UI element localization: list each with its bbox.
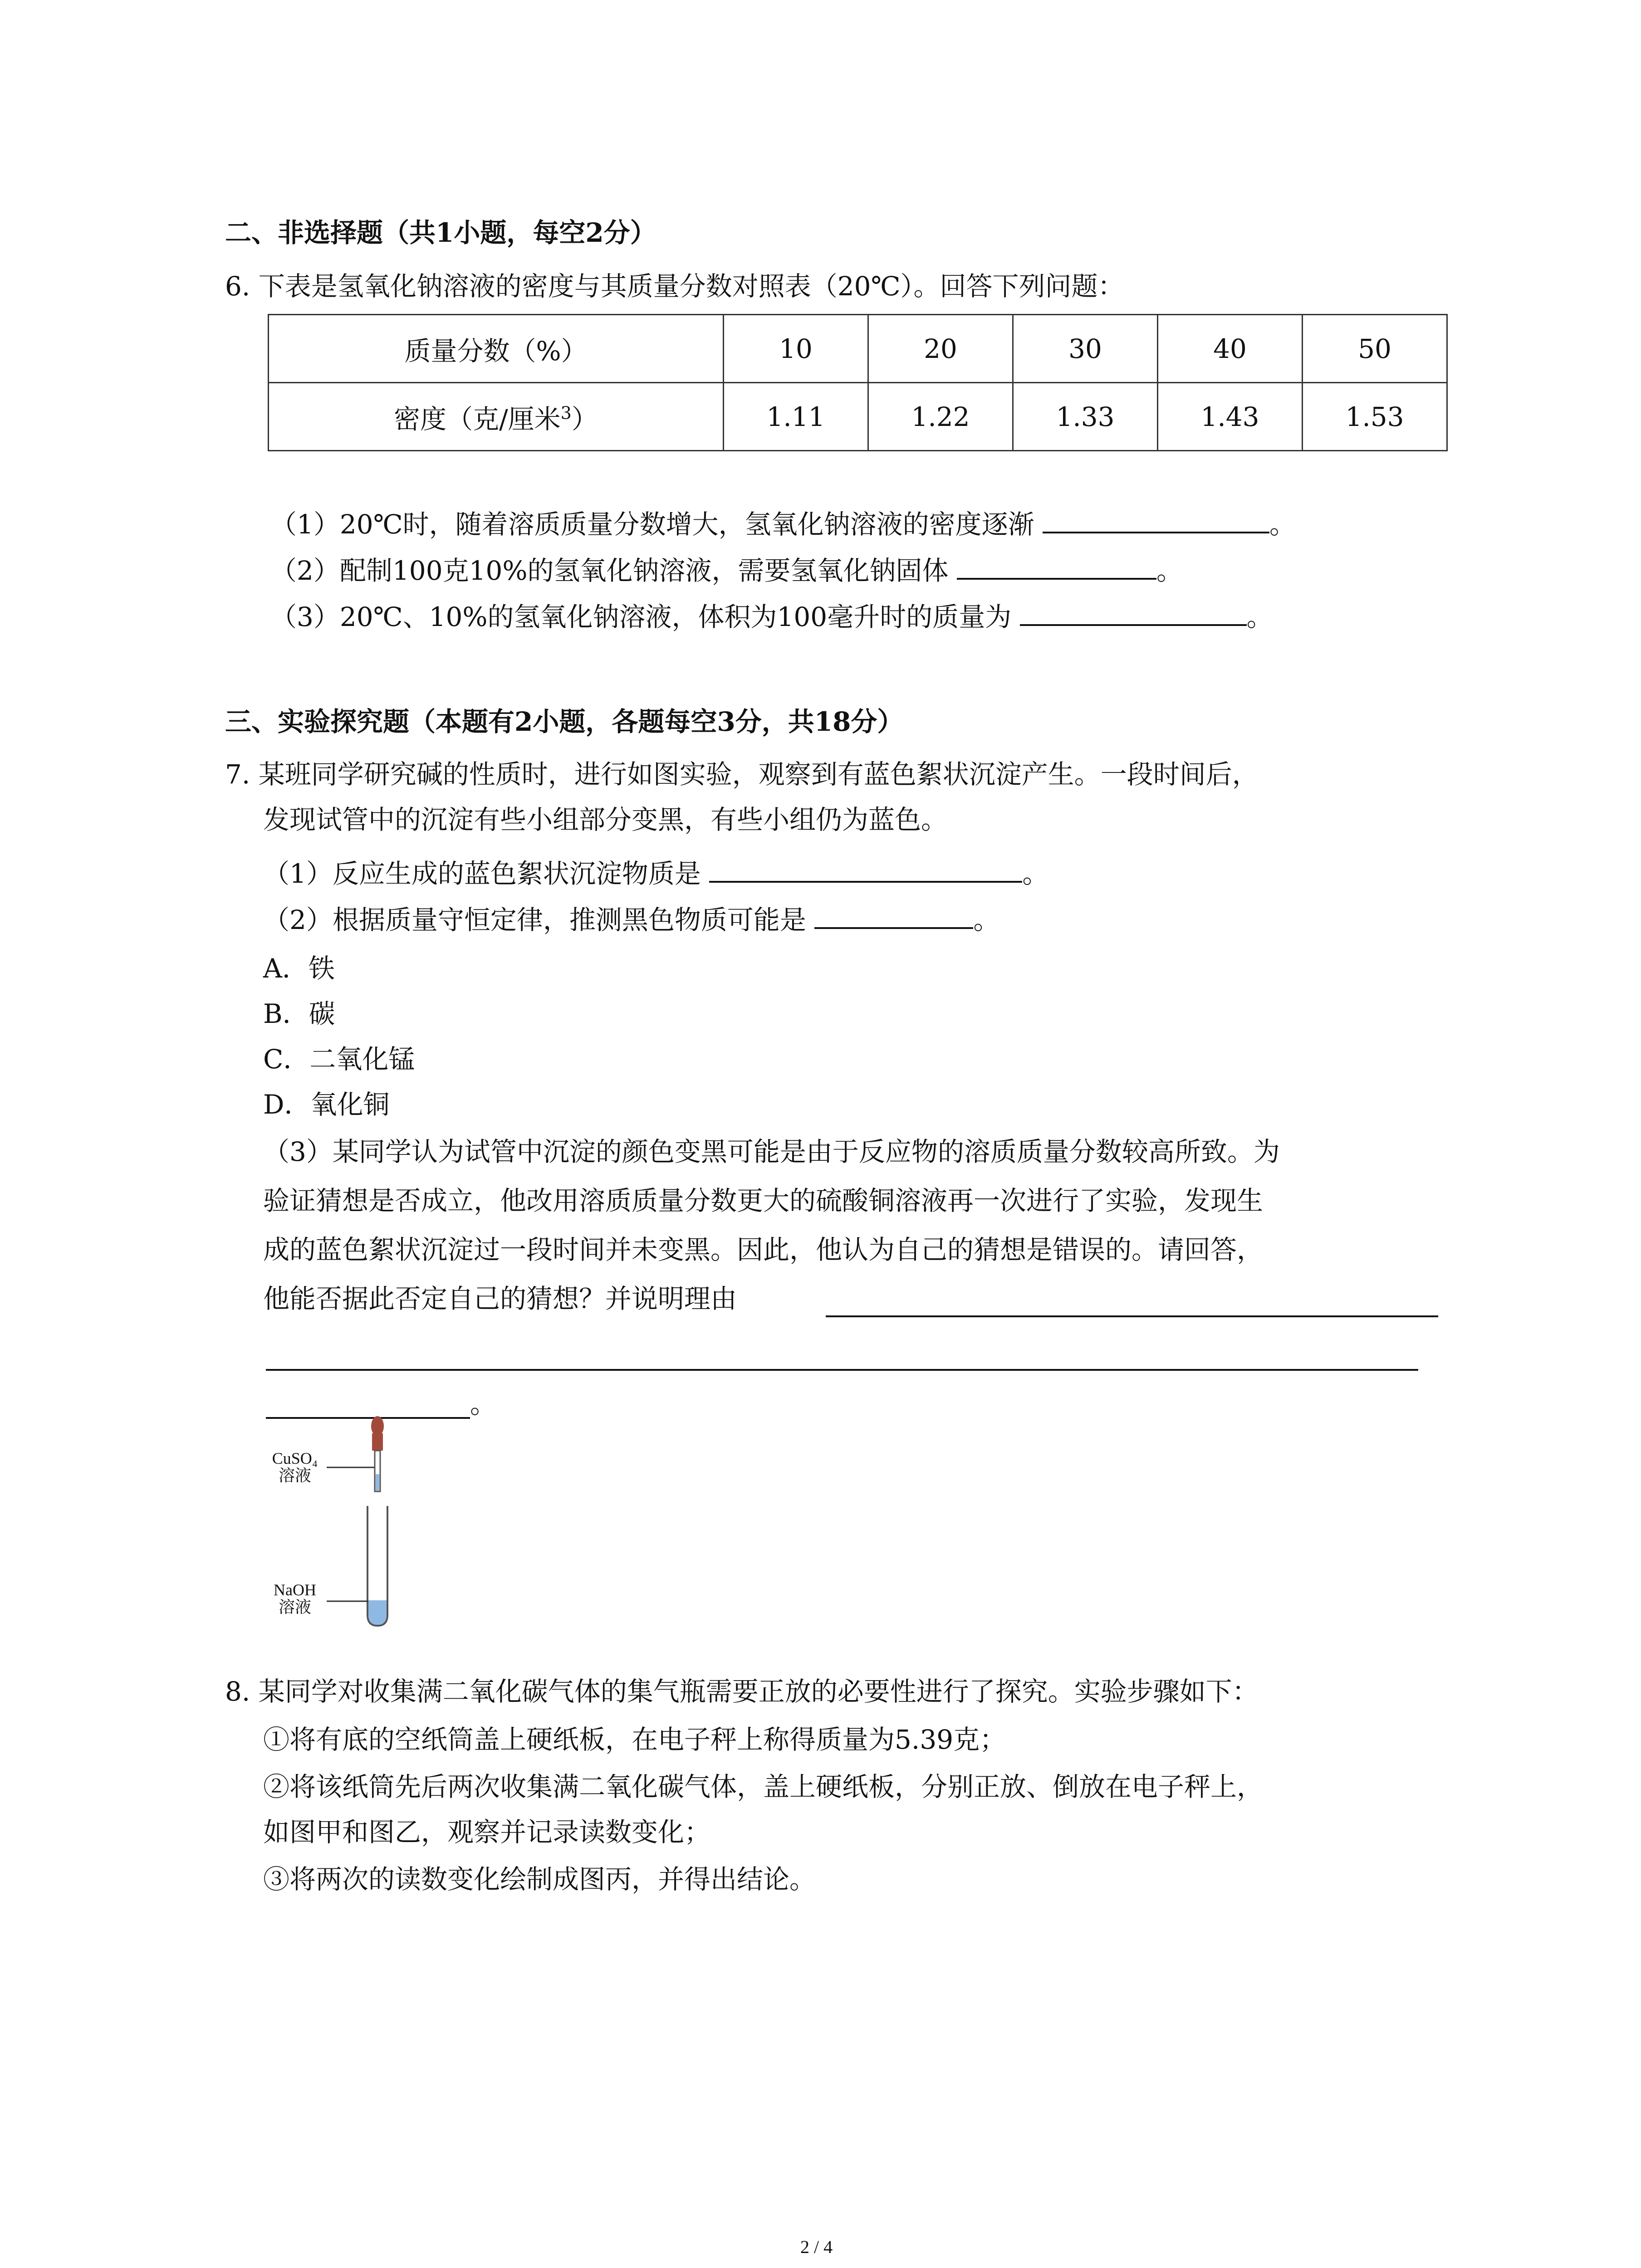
table-cell: 1.43 (1158, 383, 1303, 451)
q8-step1: ①将有底的空纸筒盖上硬纸板，在电子秤上称得质量为5.39克； (263, 1724, 1006, 1755)
q8-step2a: ②将该纸筒先后两次收集满二氧化碳气体，盖上硬纸板，分别正放、倒放在电子秤上， (263, 1771, 1264, 1802)
q7-part3-line3: 成的蓝色絮状沉淀过一段时间并未变黑。因此，他认为自己的猜想是错误的。请回答， (263, 1234, 1264, 1265)
period: 。 (1156, 555, 1183, 586)
q7-part3-line4 (263, 1283, 737, 1315)
q7-part3-line2: 验证猜想是否成立，他改用溶质质量分数更大的硫酸铜溶液再一次进行了实验，发现生 (263, 1185, 1264, 1216)
q6-part3-text: （3）20℃、10%的氢氧化钠溶液，体积为100毫升时的质量为 (270, 601, 1012, 632)
q6-part2 (270, 554, 1183, 587)
q7-part1 (263, 857, 1048, 890)
q7-part3-line1: （3）某同学认为试管中沉淀的颜色变黑可能是由于反应物的溶质质量分数较高所致。为 (263, 1136, 1280, 1167)
q7-part2-text: （2）根据质量守恒定律，推测黑色物质可能是 (263, 904, 806, 935)
q7-line2: 发现试管中的沉淀有些小组部分变黑，有些小组仍为蓝色。 (263, 804, 948, 835)
q6-part3 (270, 601, 1273, 633)
q6-part1 (270, 508, 1296, 540)
q6-part2-text: （2）配制100克10%的氢氧化钠溶液，需要氢氧化钠固体 (270, 555, 949, 586)
answer-line[interactable] (826, 1315, 1438, 1317)
table-cell: 1.11 (724, 383, 868, 451)
cuso4-label-line2: 溶液 (278, 1466, 311, 1485)
answer-blank[interactable] (709, 857, 1022, 883)
q7-part1-text: （1）反应生成的蓝色絮状沉淀物质是 (263, 858, 701, 889)
period: 。 (1246, 601, 1273, 632)
table-cell: 40 (1158, 315, 1303, 383)
page-number: 2 / 4 (800, 2237, 833, 2257)
density-table (268, 314, 1448, 451)
option-a[interactable]: A．铁 (263, 953, 335, 984)
period: 。 (1269, 509, 1296, 540)
answer-blank[interactable] (1043, 508, 1269, 533)
option-d[interactable]: D．氧化铜 (263, 1089, 390, 1120)
table-row (269, 315, 1447, 383)
option-c[interactable]: C．二氧化锰 (263, 1044, 415, 1075)
period: 。 (470, 1388, 497, 1419)
cuso4-label (263, 1450, 327, 1484)
test-tube-figure (318, 1415, 408, 1633)
naoh-label-line1: NaOH (274, 1581, 316, 1599)
table-cell: 30 (1013, 315, 1158, 383)
period: 。 (1022, 858, 1049, 889)
option-b[interactable]: B．碳 (263, 998, 335, 1029)
density-label: 密度（克/厘米 (394, 403, 561, 435)
table-row (269, 383, 1447, 451)
table-cell: 50 (1303, 315, 1447, 383)
q7-part3-line4-text: 他能否据此否定自己的猜想？并说明理由 (263, 1283, 737, 1314)
q8-line1: 8. 某同学对收集满二氧化碳气体的集气瓶需要正放的必要性进行了探究。实验步骤如下： (225, 1676, 1259, 1707)
table-cell: 20 (868, 315, 1013, 383)
table-cell (269, 383, 724, 451)
table-cell: 质量分数（%） (269, 315, 724, 383)
naoh-label-line2: 溶液 (278, 1598, 311, 1616)
q7-line1: 7. 某班同学研究碱的性质时，进行如图实验，观察到有蓝色絮状沉淀产生。一段时间后， (225, 759, 1259, 790)
answer-blank[interactable] (814, 904, 973, 929)
q6-part1-text: （1）20℃时，随着溶质质量分数增大，氢氧化钠溶液的密度逐渐 (270, 509, 1034, 540)
q6-stem: 6. 下表是氢氧化钠溶液的密度与其质量分数对照表（20℃）。回答下列问题： (225, 271, 1124, 302)
cuso4-label-line1: CuSO₄ (272, 1449, 318, 1467)
answer-blank[interactable] (1020, 601, 1247, 626)
dropper-icon (371, 1416, 384, 1491)
test-tube-icon (367, 1506, 387, 1626)
section2-heading: 二、非选择题（共1小题，每空2分） (225, 217, 656, 248)
answer-line[interactable] (266, 1369, 1418, 1371)
q8-step3: ③将两次的读数变化绘制成图丙，并得出结论。 (263, 1864, 816, 1895)
section3-heading: 三、实验探究题（本题有2小题，各题每空3分，共18分） (225, 706, 904, 737)
period: 。 (973, 904, 1000, 935)
answer-blank[interactable] (957, 554, 1156, 580)
table-cell: 10 (724, 315, 868, 383)
table-cell: 1.22 (868, 383, 1013, 451)
density-label-end: ） (571, 403, 598, 435)
table-cell: 1.33 (1013, 383, 1158, 451)
q7-part2 (263, 904, 999, 936)
density-label-sup: 3 (560, 403, 572, 423)
q8-step2b: 如图甲和图乙，观察并记录读数变化； (263, 1817, 711, 1848)
table-cell: 1.53 (1303, 383, 1447, 451)
naoh-label (263, 1581, 327, 1616)
